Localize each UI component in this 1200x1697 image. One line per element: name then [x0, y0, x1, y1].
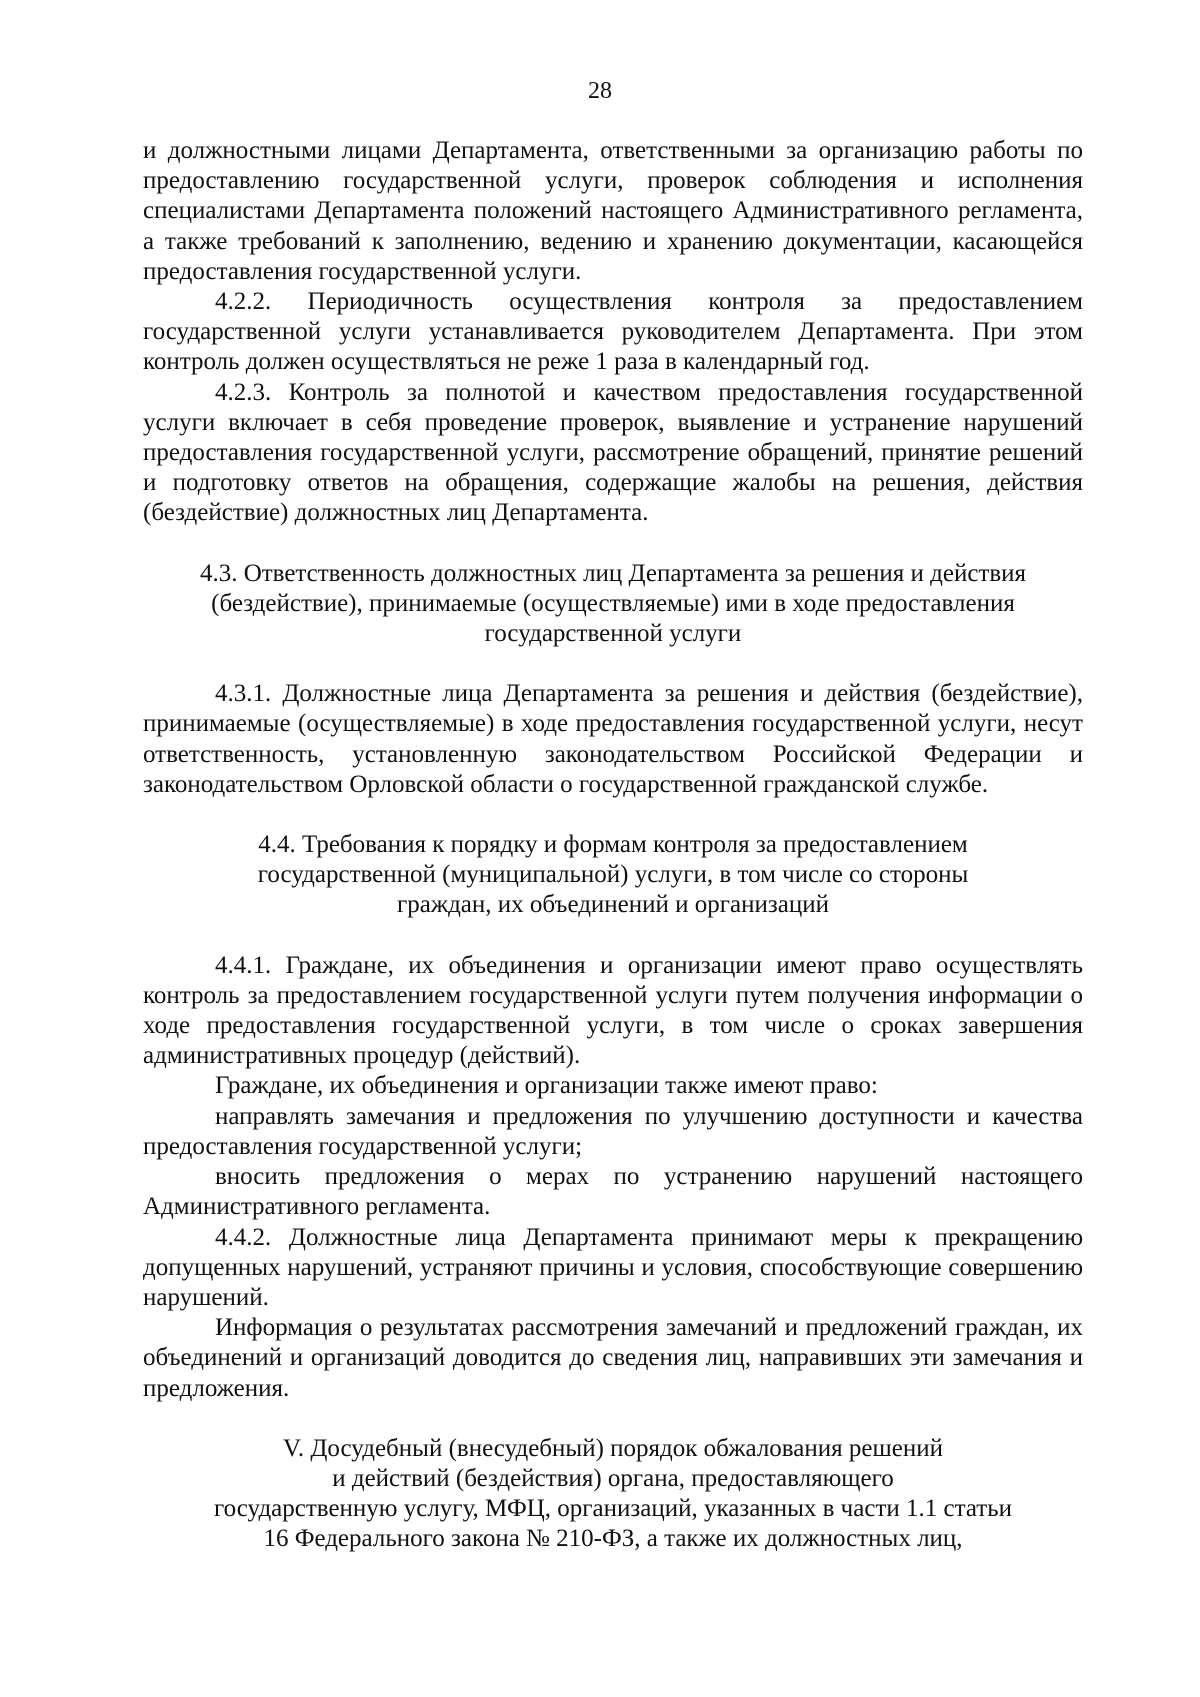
page-number: 28 [588, 78, 612, 104]
document-body [143, 136, 1083, 1585]
paragraph: Граждане, их объединения и организации также имеют право: [215, 1072, 878, 1100]
section-heading-line: государственной (муниципальной) услуги, в том числе со стороны [257, 861, 969, 889]
section-heading [143, 830, 1083, 921]
section-heading-line: (бездействие), принимаемые (осуществляемые) ими в ходе предоставления [211, 589, 1015, 617]
paragraph: 4.2.2. Периодичность осуществления контроля за предоставлением государственной услуги устанавливается руководителем Департамента. При этом контроль должен осуществляться не реже 1 раза в календарный год. [143, 288, 1083, 376]
paragraph: и должностными лицами Департамента, ответственными за организацию работы по предоставлению государственной услуги, проверок соблюдения и исполнения специалистами Департамента положений настоящего Административного регламента, а также требований к заполнению, ведению и хранению документации, касающейся предоставления государственной услуги. [143, 137, 1083, 285]
section-heading-line: V. Досудебный (внесудебный) порядок обжалования решений [283, 1434, 943, 1462]
paragraph: вносить предложения о мерах по устранению нарушений настоящего Административного регламента. [143, 1163, 1083, 1221]
paragraph: 4.3.1. Должностные лица Департамента за решения и действия (бездействие), принимаемые (осуществляемые) в ходе предоставления государственной услуги, несут ответственность, установленную законодательством Российской Федерации и законодательством Орловской области о государственной гражданской службе. [143, 680, 1083, 798]
section-heading [143, 1434, 1083, 1555]
paragraph: 4.2.3. Контроль за полнотой и качеством предоставления государственной услуги включает в себя проведение проверок, выявление и устранение нарушений предоставления государственной услуги, рассмотрение обращений, принятие решений и подготовку ответов на обращения, содержащие жалобы на решения, действия (бездействие) должностных лиц Департамента. [143, 378, 1083, 527]
section-heading-line: 16 Федерального закона № 210-ФЗ, а также их должностных лиц, [263, 1525, 963, 1553]
paragraph: Информация о результатах рассмотрения замечаний и предложений граждан, их объединений и организаций доводится до сведения лиц, направивших эти замечания и предложения. [143, 1314, 1083, 1402]
section-heading-line: 4.3. Ответственность должностных лиц Департамента за решения и действия [199, 559, 1027, 587]
section-heading-line: государственной услуги [484, 620, 742, 648]
paragraph: направлять замечания и предложения по улучшению доступности и качества предоставления государственной услуги; [143, 1102, 1083, 1160]
section-heading-line: 4.4. Требования к порядку и формам контроля за предоставлением [258, 831, 968, 859]
section-heading [143, 559, 1083, 650]
paragraph: 4.4.2. Должностные лица Департамента принимают меры к прекращению допущенных нарушений, устраняют причины и условия, способствующие совершению нарушений. [143, 1223, 1083, 1311]
section-heading-line: граждан, их объединений и организаций [396, 891, 830, 919]
paragraph: 4.4.1. Граждане, их объединения и организации имеют право осуществлять контроль за предоставлением государственной услуги путем получения информации о ходе предоставления государственной услуги, в том числе о сроках завершения административных процедур (действий). [143, 951, 1083, 1070]
section-heading-line: и действий (бездействия) органа, предоставляющего [332, 1464, 894, 1492]
section-heading-line: государственную услугу, МФЦ, организаций, указанных в части 1.1 статьи [214, 1495, 1012, 1523]
